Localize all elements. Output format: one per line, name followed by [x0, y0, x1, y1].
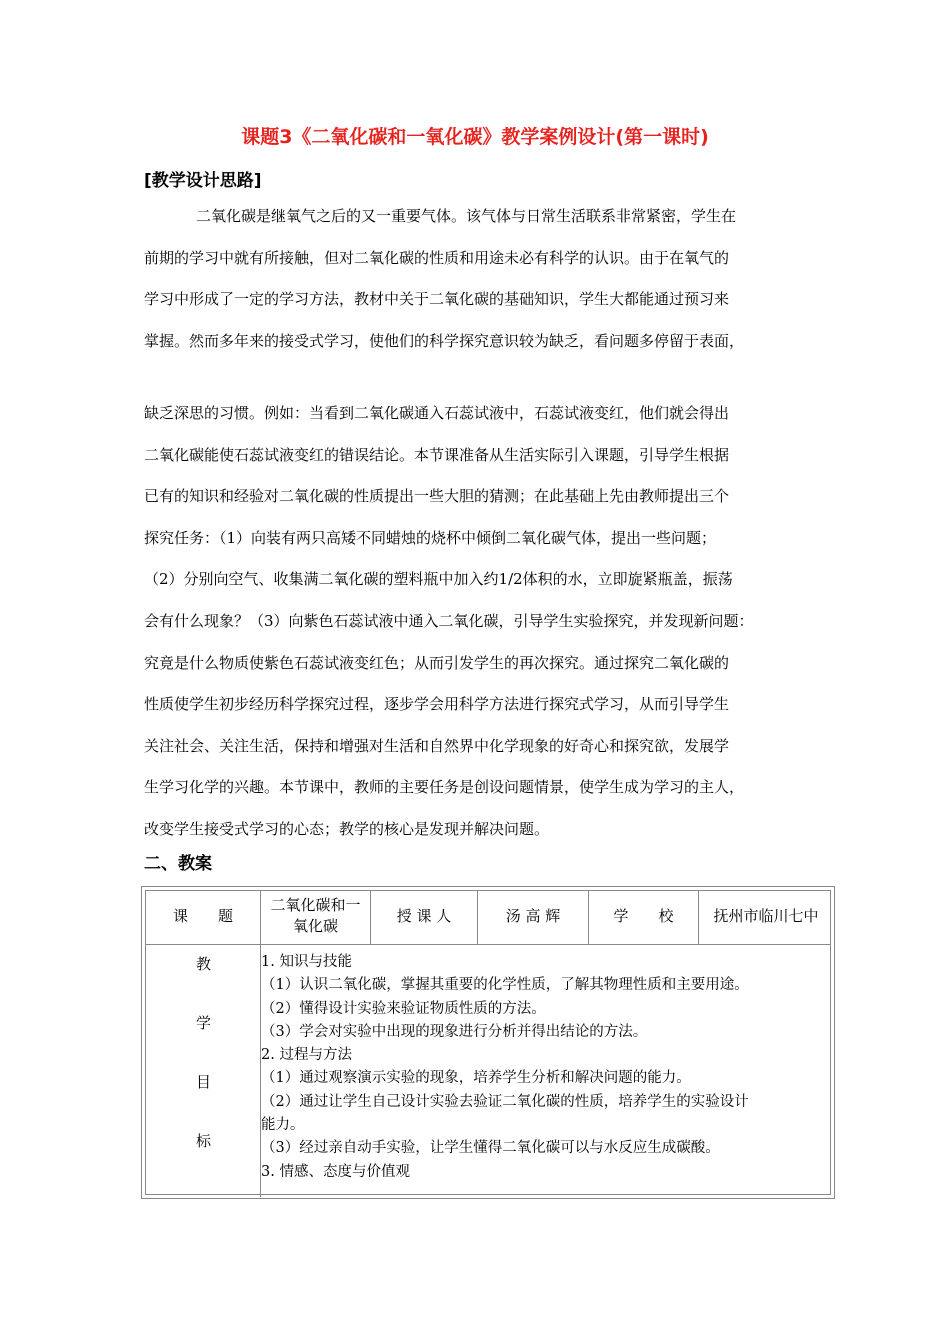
paragraph-design-ideas-1 [144, 196, 824, 362]
text-line: 缺乏深思的习惯。例如：当看到二氧化碳通入石蕊试液中，石蕊试液变红，他们就会得出 [144, 404, 730, 422]
topic-line: 氧化碳 [292, 917, 338, 935]
goal-line: （3）经过亲自动手实验，让学生懂得二氧化碳可以与水反应生成碳酸。 [261, 1140, 720, 1157]
text-line: 探究任务：（1）向装有两只高矮不同蜡烛的烧杯中倾倒二氧化碳气体，提出一些问题； [144, 528, 717, 547]
topic-value [261, 895, 370, 937]
label-teaching-goals: 目 [195, 1073, 211, 1091]
document-title: 课题3《二氧化碳和一氧化碳》教学案例设计(第一课时) [241, 126, 709, 148]
goal-line: （2）懂得设计实验来验证物质性质的方法。 [261, 1000, 546, 1017]
teaching-goals-content [261, 951, 749, 1184]
goal-line: （1）认识二氧化碳，掌握其重要的化学性质，了解其物理性质和主要用途。 [261, 977, 749, 994]
section-heading-lesson-plan: 二、教案 [144, 854, 212, 874]
text-line: 二氧化碳是继氧气之后的又一重要气体。该气体与日常生活联系非常紧密，学生在 [196, 207, 737, 225]
table-inner-border [145, 890, 831, 1195]
label-topic: 课 题 [172, 907, 233, 925]
text-line: 关注社会、关注生活，保持和增强对生活和自然界中化学现象的好奇心和探究欲，发展学 [144, 736, 730, 755]
text-line: 前期的学习中就有所接触，但对二氧化碳的性质和用途未必有科学的认识。由于在氧气的 [144, 248, 730, 267]
goal-line: 2. 过程与方法 [261, 1047, 352, 1064]
label-school: 学 校 [613, 907, 674, 925]
label-teaching-goals: 学 [195, 1014, 211, 1032]
school-name: 抚州市临川七中 [713, 907, 819, 925]
goal-line: （1）通过观察演示实验的现象，培养学生分析和解决问题的能力。 [261, 1070, 691, 1087]
goal-line: （3）学会对实验中出现的现象进行分析并得出结论的方法。 [261, 1023, 648, 1040]
text-line: 学习中形成了一定的学习方法，教材中关于二氧化碳的基础知识，学生大都能通过预习来 [144, 290, 730, 309]
text-line: 生学习化学的兴趣。本节课中，教师的主要任务是创设问题情景，使学生成为学习的主人， [144, 778, 745, 797]
text-line: 究竟是什么物质使紫色石蕊试液变红色；从而引发学生的再次探究。通过探究二氧化碳的 [144, 653, 730, 672]
text-line: 掌握。然而多年来的接受式学习，使他们的科学探究意识较为缺乏，看问题多停留于表面， [144, 331, 745, 350]
row-divider [146, 944, 830, 945]
goal-line: 1. 知识与技能 [261, 954, 352, 970]
text-line: （2）分别向空气、收集满二氧化碳的塑料瓶中加入约1/2体积的水，立即旋紧瓶盖，振荡 [144, 570, 733, 589]
section-heading-design-ideas: [教学设计思路] [144, 171, 262, 191]
topic-line: 二氧化碳和一 [270, 896, 361, 914]
text-line: 性质使学生初步经历科学探究过程，逐步学会用科学方法进行探究式学习，从而引导学生 [144, 695, 730, 714]
text-line: 改变学生接受式学习的心态；教学的核心是发现并解决问题。 [144, 819, 550, 838]
goal-line: 3. 情感、态度与价值观 [261, 1163, 410, 1180]
label-teaching-goals: 标 [195, 1132, 211, 1150]
label-teacher: 授 课 人 [396, 907, 452, 925]
text-line: 已有的知识和经验对二氧化碳的性质提出一些大胆的猜测；在此基础上先由教师提出三个 [144, 487, 730, 506]
text-line: 会有什么现象？（3）向紫色石蕊试液中通入二氧化碳，引导学生实验探究，并发现新问题： [144, 611, 754, 630]
goal-line: 能力。 [261, 1117, 305, 1134]
goal-line: （2）通过让学生自己设计实验去验证二氧化碳的性质，培养学生的实验设计 [261, 1093, 749, 1110]
text-line: 二氧化碳能使石蕊试液变红的错误结论。本节课准备从生活实际引入课题，引导学生根据 [144, 445, 730, 464]
paragraph-design-ideas-2 [144, 393, 824, 851]
teacher-name: 汤 高 辉 [505, 907, 561, 925]
lesson-plan-table [141, 886, 835, 1199]
label-teaching-goals: 教 [195, 955, 211, 973]
